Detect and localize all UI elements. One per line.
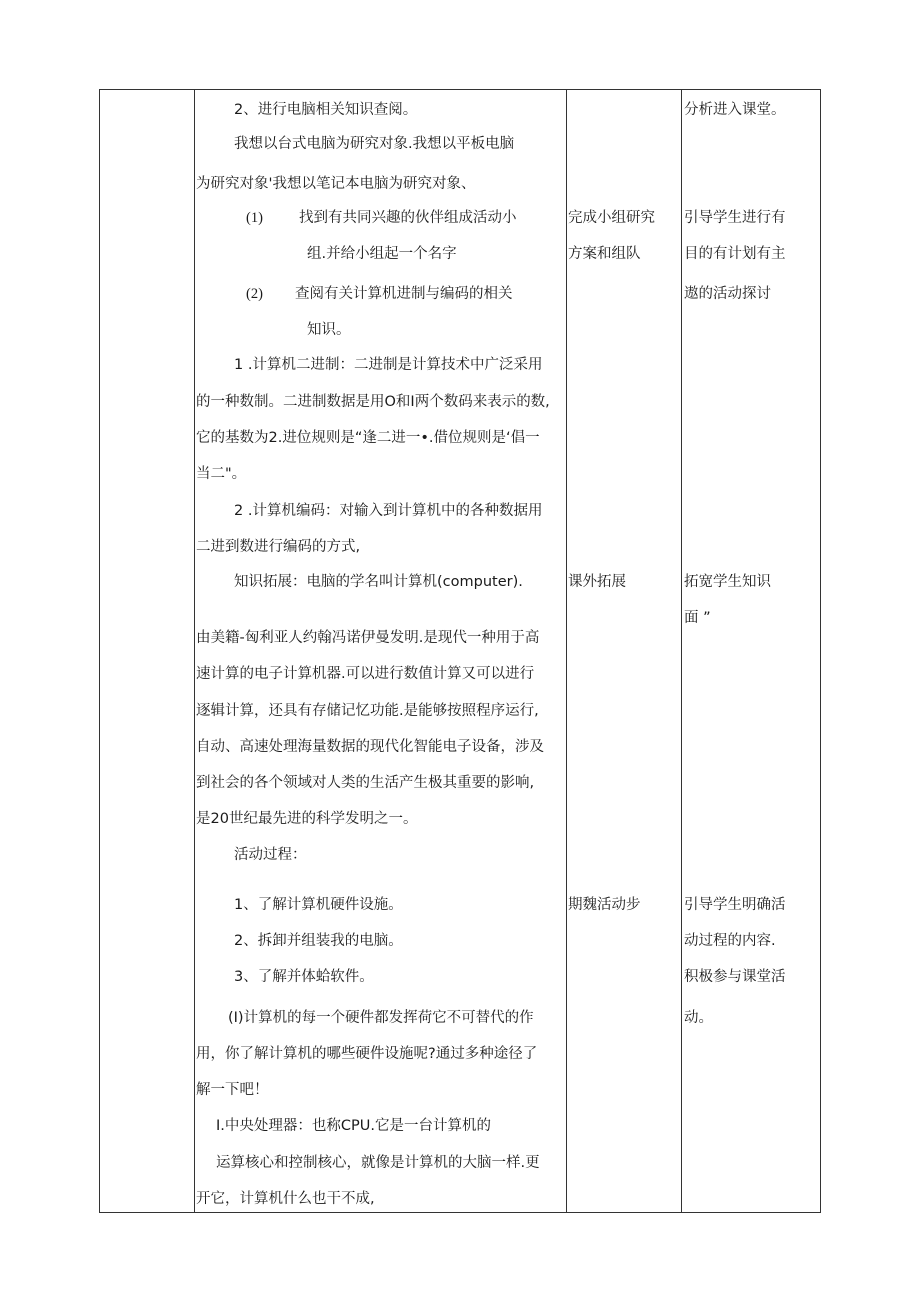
text-line: 我想以台式电脑为研究对象.我想以平板电脑 bbox=[234, 136, 515, 152]
text-line: 二进到数进行编码的方式, bbox=[196, 539, 361, 555]
text-line: 1、了解计算机硬件设施。 bbox=[234, 897, 403, 913]
text-line: 由美籍-匈利亚人约翰冯诺伊曼发明.是现代一种用于高 bbox=[196, 630, 540, 646]
purpose-text: 动。 bbox=[684, 1010, 713, 1026]
purpose-text: 拓宽学生知识 bbox=[684, 574, 771, 590]
text-line: 运算核心和控制核心，就像是计算机的大脑一样.更 bbox=[216, 1155, 540, 1171]
purpose-text: 引导学生明确活 bbox=[684, 897, 786, 913]
purpose-text: 积极参与课堂活 bbox=[684, 969, 786, 985]
purpose-text: 遨的活动探讨 bbox=[684, 286, 771, 302]
text-line: 2、拆卸并组装我的电脑。 bbox=[234, 933, 403, 949]
text-line: 为研究对象'我想以笔记本电脑为研究对象、 bbox=[196, 176, 476, 192]
text-line: 知识。 bbox=[307, 322, 351, 338]
activity-label: 完成小组研究 bbox=[568, 210, 655, 226]
table-bottom-border bbox=[99, 1212, 821, 1213]
column-divider-1 bbox=[194, 89, 195, 1213]
text-line: 组.并给小组起一个名字 bbox=[307, 246, 457, 262]
activity-label: 课外拓展 bbox=[568, 574, 626, 590]
text-line: 2 .计算机编码：对输入到计算机中的各种数据用 bbox=[234, 503, 543, 519]
text-line: 的一种数制。二进制数据是用O和I两个数码来表示的数, bbox=[196, 394, 550, 410]
text-line: I.中央处理器：也称CPU.它是一台计算机的 bbox=[216, 1118, 491, 1134]
text-line: 3、了解并体蛤软件。 bbox=[234, 969, 374, 985]
text-line: 知识拓展：电脑的学名叫计算机(computer). bbox=[234, 574, 523, 590]
table-right-border bbox=[820, 89, 821, 1213]
purpose-text: 分析进入课堂。 bbox=[684, 102, 786, 118]
text-line: 当二"。 bbox=[196, 466, 247, 482]
purpose-text: 目的有计划有主 bbox=[684, 246, 786, 262]
text-line: 2、进行电脑相关知识查阅。 bbox=[234, 102, 418, 118]
column-divider-2 bbox=[566, 89, 567, 1213]
text-line: (I)计算机的每一个硬件都发挥荷它不可替代的作 bbox=[228, 1010, 534, 1026]
text-line: 逐辑计算，还具有存储记忆功能.是能够按照程序运行, bbox=[196, 703, 539, 719]
purpose-text: 引导学生进行有 bbox=[684, 210, 786, 226]
column-divider-3 bbox=[681, 89, 682, 1213]
text-line: 到社会的各个领域对人类的生活产生极其重要的影响, bbox=[196, 775, 535, 791]
purpose-text: 动过程的内容. bbox=[684, 933, 776, 949]
text-line: 找到有共同兴趣的伙伴组成活动小 bbox=[299, 210, 517, 226]
activity-label: 期魏活动步 bbox=[568, 897, 641, 913]
text-line: 开它，计算机什么也干不成, bbox=[196, 1191, 375, 1207]
list-marker: (2) bbox=[246, 286, 263, 302]
text-line: 活动过程： bbox=[234, 847, 307, 863]
text-line: 查阅有关计算机进制与编码的相关 bbox=[295, 286, 513, 302]
table-top-border bbox=[99, 89, 821, 90]
list-marker: (1) bbox=[246, 210, 263, 226]
text-line: 它的基数为2.进位规则是“逢二进一•.借位规则是‘倡一 bbox=[196, 430, 540, 446]
text-line: 1 .计算机二进制：二进制是计算技术中广泛采用 bbox=[234, 357, 543, 373]
text-line: 解一下吧！ bbox=[196, 1082, 269, 1098]
text-line: 自动、高速处理海量数据的现代化智能电子设备，涉及 bbox=[196, 739, 544, 755]
table-left-border bbox=[99, 89, 100, 1213]
text-line: 用，你了解计算机的哪些硬件设施呢?通过多种途径了 bbox=[196, 1046, 538, 1062]
activity-label: 方案和组队 bbox=[568, 246, 641, 262]
text-line: 是20世纪最先进的科学发明之一。 bbox=[196, 811, 418, 827]
purpose-text: 面 ” bbox=[684, 610, 711, 626]
text-line: 速计算的电子计算机器.可以进行数值计算又可以进行 bbox=[196, 666, 535, 682]
